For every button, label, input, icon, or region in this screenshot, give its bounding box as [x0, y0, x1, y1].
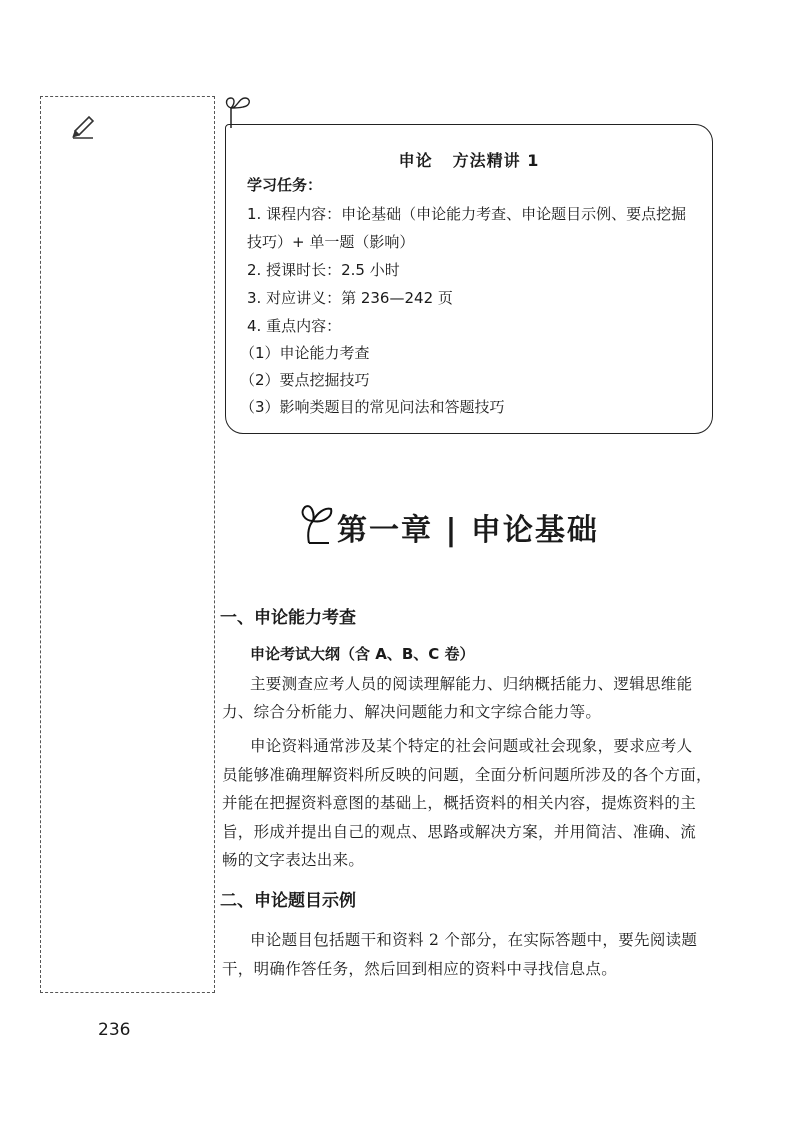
- chapter-heading: [285, 497, 625, 557]
- body-line: 申论题目包括题干和资料 2 个部分，在实际答题中，要先阅读题: [250, 931, 698, 949]
- body-line: 力、综合分析能力、解决问题能力和文字综合能力等。: [222, 703, 602, 721]
- task-line: （3）影响类题目的常见问法和答题技巧: [240, 398, 505, 416]
- section-heading: 二、申论题目示例: [220, 891, 356, 911]
- section-heading: 一、申论能力考查: [220, 608, 356, 628]
- body-line: 畅的文字表达出来。: [222, 851, 365, 869]
- task-box-title: [225, 148, 713, 171]
- body-line: 申论资料通常涉及某个特定的社会问题或社会现象，要求应考人: [250, 737, 693, 755]
- task-line: 4. 重点内容：: [247, 317, 342, 335]
- title-part-2: 方法精讲 1: [452, 151, 540, 170]
- task-line: （2）要点挖掘技巧: [240, 371, 370, 389]
- task-line: 2. 授课时长：2.5 小时: [247, 261, 400, 279]
- body-line: 旨，形成并提出自己的观点、思路或解决方案，并用简洁、准确、流: [222, 823, 697, 841]
- chapter-title: 第一章 | 申论基础: [337, 513, 599, 548]
- task-line: 技巧）+ 单一题（影响）: [247, 233, 415, 251]
- body-line: 主要测查应考人员的阅读理解能力、归纳概括能力、逻辑思维能: [250, 675, 693, 693]
- task-line: 3. 对应讲义：第 236—242 页: [247, 289, 453, 307]
- page-number: 236: [98, 1020, 131, 1040]
- body-line: 干，明确作答任务，然后回到相应的资料中寻找信息点。: [222, 960, 618, 978]
- body-line: 并能在把握资料意图的基础上，概括资料的相关内容，提炼资料的主: [222, 794, 697, 812]
- body-line: 员能够准确理解资料所反映的问题，全面分析问题所涉及的各个方面，: [222, 766, 712, 784]
- title-part-1: 申论: [398, 151, 433, 170]
- notes-column: [40, 96, 215, 993]
- task-line: （1）申论能力考查: [240, 344, 370, 362]
- task-line: 1. 课程内容：申论基础（申论能力考查、申论题目示例、要点挖掘: [247, 205, 687, 223]
- sprout-icon: [295, 499, 335, 549]
- task-heading: 学习任务：: [247, 176, 323, 194]
- pencil-icon: [69, 109, 99, 143]
- section-subheading: 申论考试大纲（含 A、B、C 卷）: [250, 645, 475, 663]
